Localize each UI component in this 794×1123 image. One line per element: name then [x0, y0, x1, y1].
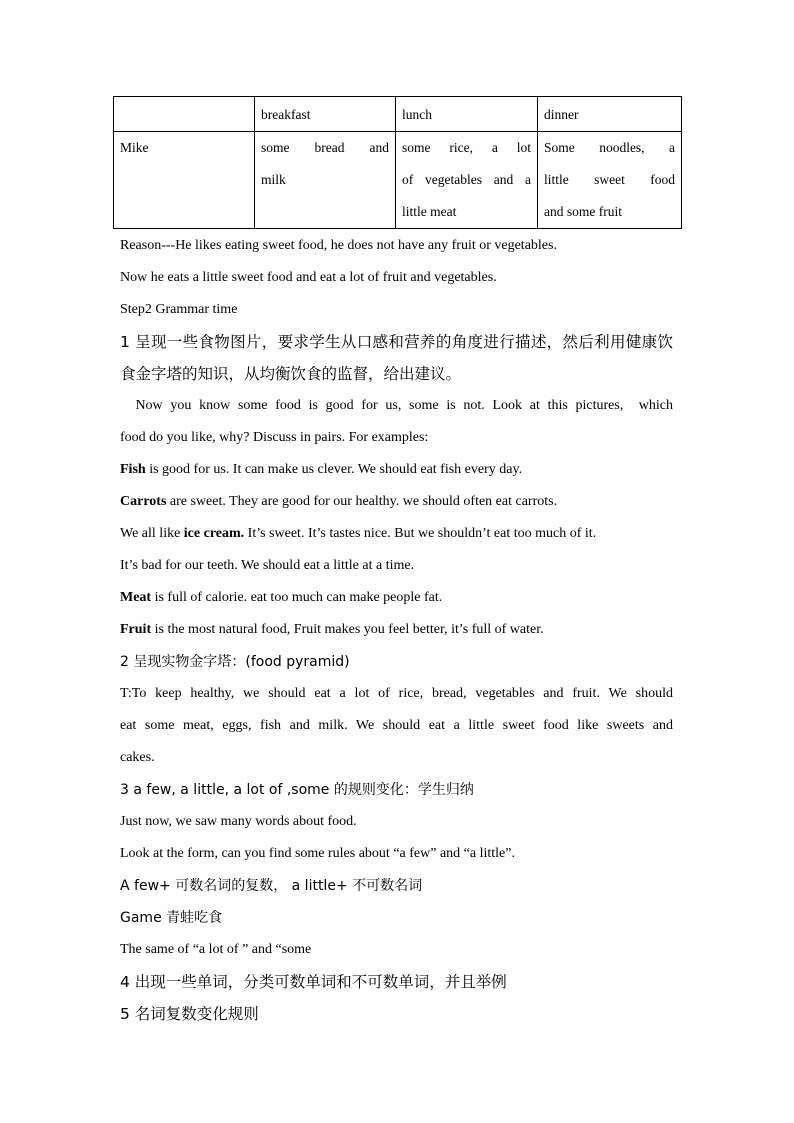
- just-now-line: Just now, we saw many words about food.: [120, 814, 357, 829]
- cell-text: milk: [261, 172, 286, 187]
- cell-name: Mike: [114, 132, 255, 229]
- a-few-rule-line: A few+ 可数名词的复数， a little+ 不可数名词: [120, 878, 423, 894]
- cell-lunch: [396, 132, 538, 229]
- prompt-line-cont: food do you like, why? Discuss in pairs. For examples:: [120, 430, 429, 445]
- cell-text: some rice, a lot: [402, 140, 531, 155]
- item4-line: 4 出现一些单词，分类可数单词和不可数单词，并且举例: [120, 973, 507, 991]
- keyword-fruit: Fruit: [120, 622, 152, 637]
- table-row: [114, 132, 682, 229]
- teacher-line: T:To keep healthy, we should eat a lot of rice, bread, vegetables and fruit. We should: [120, 686, 673, 701]
- ice-cream-line: We all like ice cream. It’s sweet. It’s tastes nice. But we shouldn’t eat too much of it.: [120, 526, 597, 541]
- header-dinner: dinner: [538, 97, 682, 132]
- teacher-line-cont: eat some meat, eggs, fish and milk. We should eat a little sweet food like sweets and: [120, 718, 673, 733]
- fish-line: Fish is good for us. It can make us clever. We should eat fish every day.: [120, 462, 523, 477]
- meal-table: [113, 96, 682, 229]
- game-line: Game 青蛙吃食: [120, 910, 223, 926]
- same-line: The same of “a lot of ” and “some: [120, 942, 312, 957]
- item1-line-cont: 食金字塔的知识，从均衡饮食的监督，给出建议。: [120, 365, 462, 383]
- table-header-row: [114, 97, 682, 132]
- item5-line: 5 名词复数变化规则: [120, 1005, 259, 1023]
- meat-line: Meat is full of calorie. eat too much can make people fat.: [120, 590, 443, 605]
- keyword-fish: Fish: [120, 462, 146, 477]
- cell-text: some bread and: [261, 140, 389, 155]
- reason-line: Reason---He likes eating sweet food, he does not have any fruit or vegetables.: [120, 238, 557, 253]
- header-empty-cell: [114, 97, 255, 132]
- header-breakfast: breakfast: [255, 97, 396, 132]
- cell-text: little meat: [402, 204, 457, 219]
- keyword-carrots: Carrots: [120, 494, 167, 509]
- teeth-line: It’s bad for our teeth. We should eat a little at a time.: [120, 558, 415, 573]
- keyword-meat: Meat: [120, 590, 152, 605]
- teacher-line-end: cakes.: [120, 750, 155, 765]
- cell-text: little sweet food: [544, 172, 675, 187]
- carrots-line: Carrots are sweet. They are good for our healthy. we should often eat carrots.: [120, 494, 558, 509]
- item1-line: 1 呈现一些食物图片，要求学生从口感和营养的角度进行描述，然后利用健康饮: [120, 333, 673, 351]
- prompt-line: Now you know some food is good for us, some is not. Look at this pictures, which: [120, 398, 673, 413]
- item2-line: 2 呈现实物金字塔：(food pyramid): [120, 654, 350, 670]
- cell-breakfast: [255, 132, 396, 229]
- keyword-ice-cream: ice cream.: [183, 526, 245, 541]
- now-line: Now he eats a little sweet food and eat a lot of fruit and vegetables.: [120, 270, 497, 285]
- cell-text: of vegetables and a: [402, 172, 531, 187]
- cell-text: and some fruit: [544, 204, 622, 219]
- step2-heading: Step2 Grammar time: [120, 302, 238, 317]
- cell-text: Some noodles, a: [544, 140, 675, 155]
- item3-line: 3 a few, a little, a lot of ,some 的规则变化：学生归纳: [120, 782, 474, 798]
- header-lunch: lunch: [396, 97, 538, 132]
- fruit-line: Fruit is the most natural food, Fruit makes you feel better, it’s full of water.: [120, 622, 544, 637]
- document-body: [120, 230, 673, 1030]
- cell-dinner: [538, 132, 682, 229]
- look-line: Look at the form, can you find some rules about “a few” and “a little”.: [120, 846, 515, 861]
